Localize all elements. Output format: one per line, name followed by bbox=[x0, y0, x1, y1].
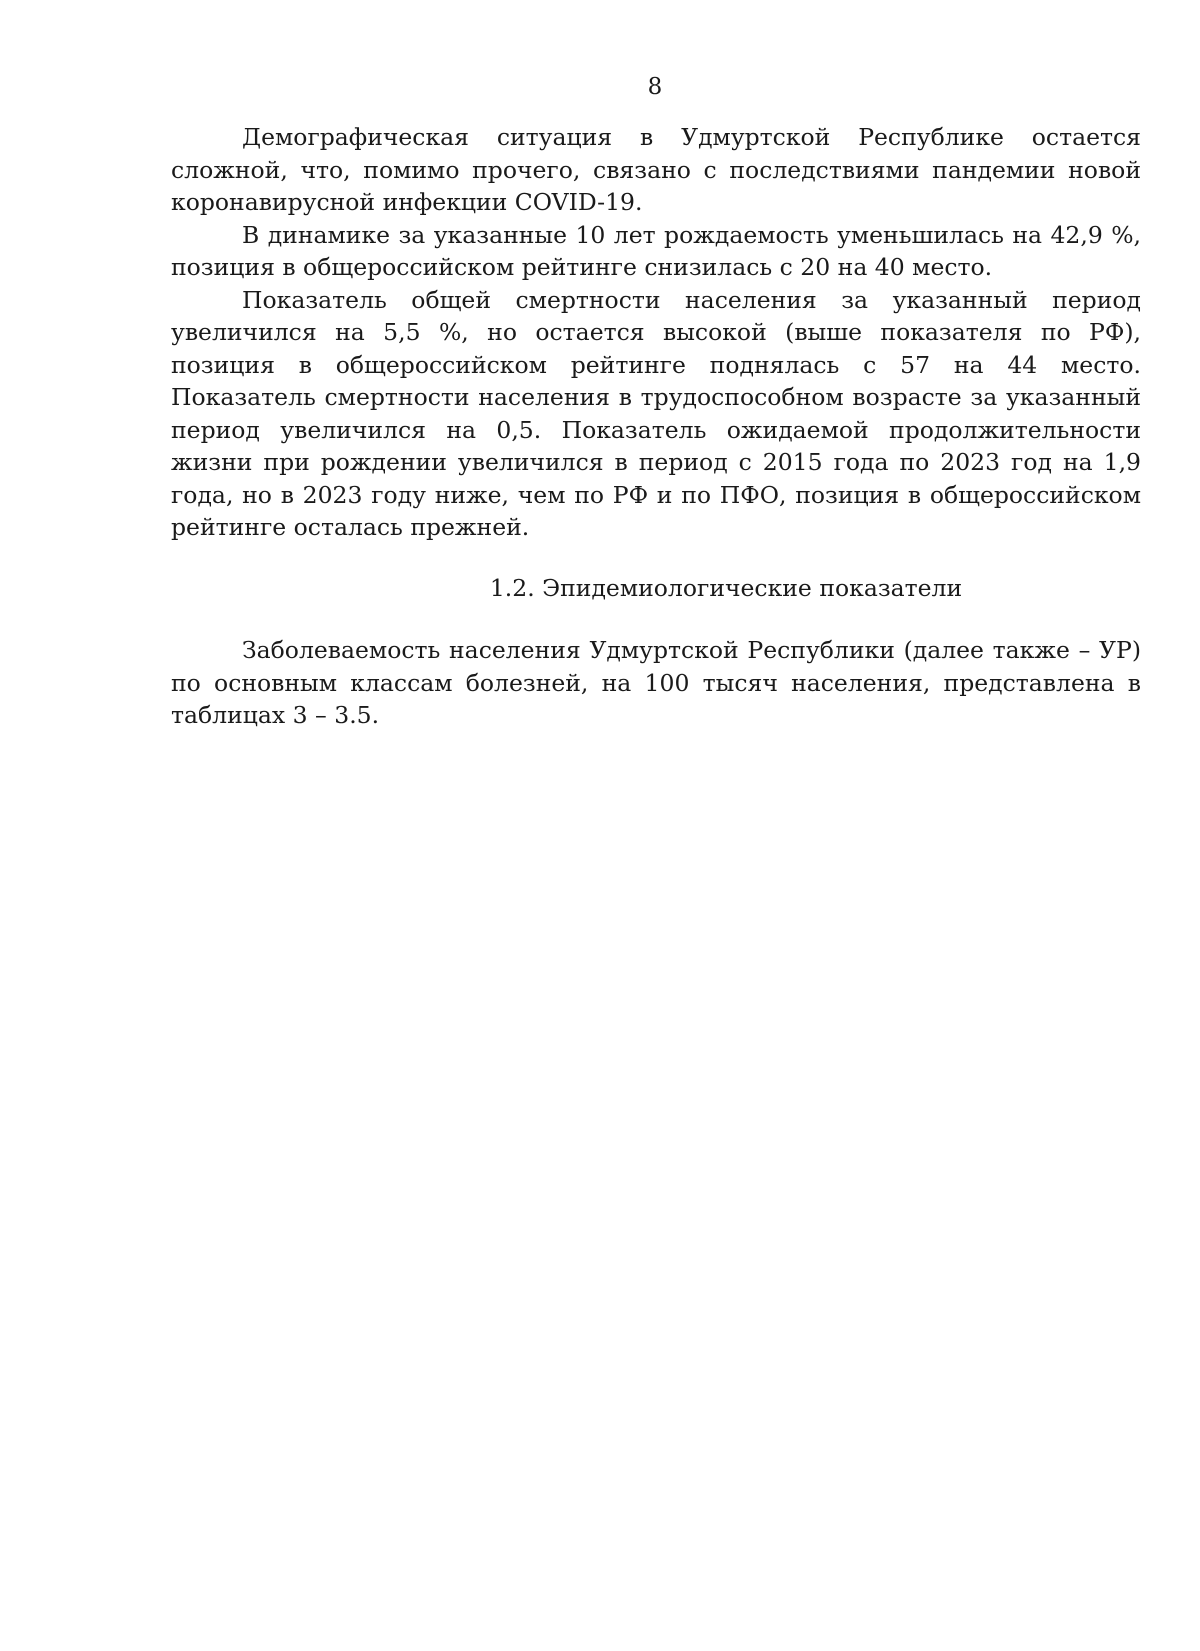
page-number: 8 bbox=[647, 74, 663, 100]
paragraph-mortality: Показатель общей смертности населения за указанный период увеличился на 5,5 %, но остается высокой (выше показателя по РФ), позиция в общероссийском рейтинге поднялась с 57 на 44 место. Показатель смертности населения в трудоспособном возрасте за указанный период увеличился на 0,5. Показатель ожидаемой продолжительности жизни при рождении увеличился в период с 2015 года по 2023 год на 1,9 года, но в 2023 году ниже, чем по РФ и по ПФО, позиция в общероссийском рейтинге осталась прежней. bbox=[171, 285, 1141, 541]
paragraph-demographic-situation: Демографическая ситуация в Удмуртской Республике остается сложной, что, помимо прочего, связано с последствиями пандемии новой коронавирусной инфекции COVID-19. bbox=[171, 123, 1141, 216]
section-heading: 1.2. Эпидемиологические показатели bbox=[489, 573, 963, 602]
paragraph-birth-rate: В динамике за указанные 10 лет рождаемость уменьшилась на 42,9 %, позиция в общероссийском рейтинге снизилась с 20 на 40 место. bbox=[171, 220, 1141, 281]
document-body bbox=[171, 121, 1141, 732]
paragraph-morbidity: Заболеваемость населения Удмуртской Республики (далее также – УР) по основным классам болезней, на 100 тысяч населения, представлена в таблицах 3 – 3.5. bbox=[171, 636, 1141, 729]
